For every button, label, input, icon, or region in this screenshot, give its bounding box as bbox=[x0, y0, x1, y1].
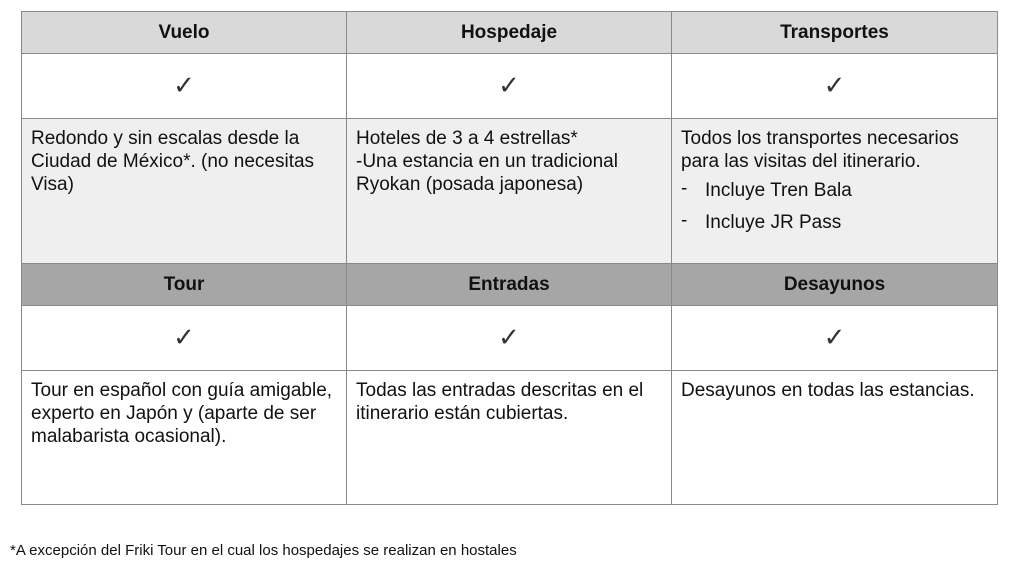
desayunos-cell bbox=[672, 371, 998, 505]
hospedaje-description: Hoteles de 3 a 4 estrellas* -Una estancia en un tradicional Ryokan (posada japonesa) bbox=[356, 128, 618, 195]
check-row-1 bbox=[22, 54, 998, 119]
transportes-cell bbox=[672, 119, 998, 264]
entradas-cell bbox=[347, 371, 672, 505]
check-icon-desayunos: ✓ bbox=[672, 306, 998, 371]
list-item bbox=[681, 211, 989, 234]
transportes-bullet-list bbox=[681, 179, 989, 234]
header-row-1 bbox=[22, 12, 998, 54]
transportes-description: Todos los transportes necesarios para las visitas del itinerario. bbox=[681, 128, 959, 172]
services-table bbox=[21, 11, 998, 505]
header-desayunos: Desayunos bbox=[672, 264, 998, 306]
entradas-description: Todas las entradas descritas en el itinerario están cubiertas. bbox=[356, 380, 644, 424]
list-item bbox=[681, 179, 989, 202]
check-icon-hospedaje: ✓ bbox=[347, 54, 672, 119]
dash-bullet-icon: - bbox=[681, 210, 688, 231]
header-entradas: Entradas bbox=[347, 264, 672, 306]
dash-bullet-icon: - bbox=[681, 178, 688, 199]
tour-description: Tour en español con guía amigable, experto en Japón y (aparte de ser malabarista ocasional). bbox=[31, 380, 333, 447]
header-tour: Tour bbox=[22, 264, 347, 306]
vuelo-description: Redondo y sin escalas desde la Ciudad de México*. (no necesitas Visa) bbox=[31, 128, 315, 195]
desayunos-description: Desayunos en todas las estancias. bbox=[681, 380, 975, 401]
footnote: *A excepción del Friki Tour en el cual los hospedajes se realizan en hostales bbox=[10, 542, 517, 559]
check-icon-entradas: ✓ bbox=[347, 306, 672, 371]
header-row-2 bbox=[22, 264, 998, 306]
bullet-text: Incluye JR Pass bbox=[705, 212, 842, 233]
header-transportes: Transportes bbox=[672, 12, 998, 54]
tour-cell bbox=[22, 371, 347, 505]
bullet-text: Incluye Tren Bala bbox=[705, 180, 852, 201]
check-icon-transportes: ✓ bbox=[672, 54, 998, 119]
check-icon-tour: ✓ bbox=[22, 306, 347, 371]
hospedaje-cell bbox=[347, 119, 672, 264]
header-hospedaje: Hospedaje bbox=[347, 12, 672, 54]
check-row-2 bbox=[22, 306, 998, 371]
description-row-2 bbox=[22, 371, 998, 505]
transportes-content bbox=[672, 119, 997, 234]
description-row-1 bbox=[22, 119, 998, 264]
check-icon-vuelo: ✓ bbox=[22, 54, 347, 119]
header-vuelo: Vuelo bbox=[22, 12, 347, 54]
vuelo-cell bbox=[22, 119, 347, 264]
